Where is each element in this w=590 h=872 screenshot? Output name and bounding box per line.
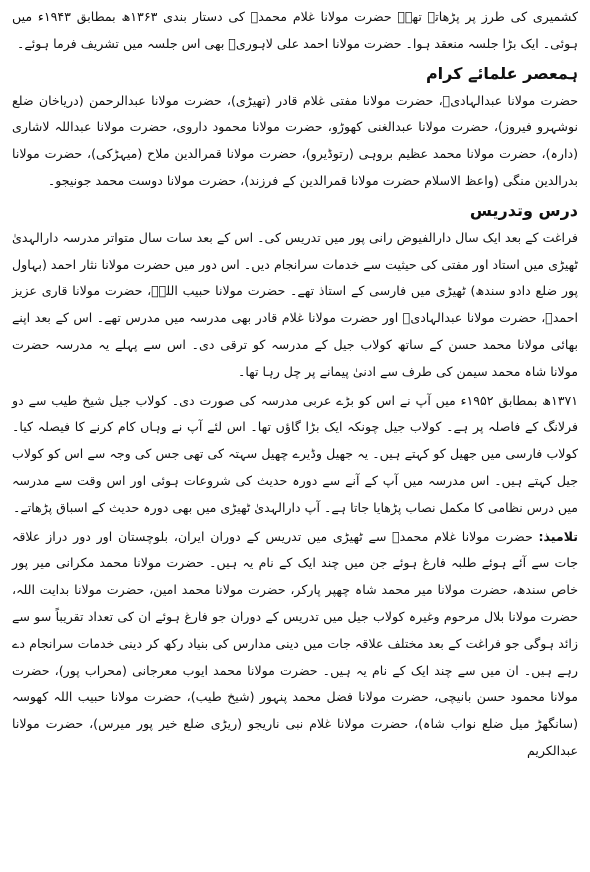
students-paragraph: حضرت مولانا غلام محمدؒ سے ٹھیڑی میں تدریس کے دوران ایران، بلوچستان اور دور دراز علاقہ جات سے آئے ہوئے طلبہ فارغ ہوئے جن میں چند ایک کے نام یہ ہیں۔ حضرت مولانا محمد مکرانی میر پور خاص سندھ، حضرت مولانا میر محمد شاہ چھپر پارکر، حضرت مولانا محمد امین، حضرت مولانا بدایت اللہ، حضرت مولانا بلال مرحوم وغیرہ کولاب جیل میں تدریس کے دوران جو فارغ ہوئے ان کی تعداد تقریباً سو سے زائد ہوگی جو فراغت کے بعد مختلف علاقہ جات میں دینی مدارس کی بنیاد رکھ کر دینی خدمات سرانجام دے رہے ہیں۔ ان میں سے چند ایک کے نام یہ ہیں۔ حضرت مولانا محمد ایوب معرجانی (محراب پور)، حضرت مولانا محمود حسن بانیچی، حضرت مولانا فضل محمد پنہور (شیخ طیب)، حضرت مولانا حبیب اللہ کھوسہ (سانگھڑ میل ضلع نواب شاہ)، حضرت مولانا غلام نبی ناریجو (ریڑی ضلع خیر پور میرس)، حضرت مولانا عبدالکریم [12,528,578,758]
heading-contemporaries: ہمعصر علمائے کرام [425,63,578,83]
intro-paragraph: کشمیری کی طرز پر پڑھاتے تھے۔ حضرت مولانا غلام محمدؒ کی دستار بندی ۱۳۶۳ھ بمطابق ۱۹۴۳ء میں ہوئی۔ ایک بڑا جلسہ منعقد ہوا۔ حضرت مولانا احمد علی لاہوریؒ بھی اس جلسہ میں تشریف فرما ہوئے۔ [12,9,579,51]
students-label: تلامیذ: [538,528,578,544]
students-paragraph-block [12,524,578,765]
teaching-paragraph-1: فراغت کے بعد ایک سال دارالفیوض رانی پور میں تدریس کی۔ اس کے بعد سات سال متواتر مدرسہ دارالہدیٰ ٹھیڑی میں استاد اور مفتی کی حیثیت سے خدمات سرانجام دیں۔ اس دور میں حضرت مولانا نثار احمد (بہاول پور ضلع دادو سندھ) ٹھیڑی میں فارسی کے استاذ تھے۔ حضرت مولانا حبیب اللہؒ، حضرت مولانا قاری عزیز احمدؒ، حضرت مولانا عبدالہادیؒ اور حضرت مولانا غلام قادر بھی مدرسہ میں مدرس تھے۔ اس کے بعد اپنے بھائی مولانا محمد حسن کے ساتھ کولاب جیل کے مدرسہ کو ترقی دی۔ اس سے پہلے یہ مدرسہ حضرت مولانا شاہ محمد سیمن کی طرف سے ادنیٰ پیمانے پر چل رہا تھا۔ [12,229,578,379]
heading-teaching: درس وتدریس [469,200,578,220]
teaching-paragraph-2: ۱۳۷۱ھ بمطابق ۱۹۵۲ء میں آپ نے اس کو بڑے عربی مدرسہ کی صورت دی۔ کولاب جیل شیخ طیب سے دو فرلانگ کے فاصلہ پر ہے۔ کولاب جیل چونکہ ایک بڑا گاؤں تھا۔ اس لئے آپ نے وہاں کام کرنے کا فیصلہ کیا۔ کولاب فارسی میں جھیل کو کہتے ہیں۔ یہ جھیل وڈیرے چھیل سہتہ کی تھی جس کی وجہ سے اس کو کولاب جیل کہتے ہیں۔ اس مدرسہ میں آپ کے آنے سے دورہ حدیث کی شروعات ہوئی اور اس وقت سے مدرسہ میں درس نظامی کا مکمل نصاب پڑھایا جاتا ہے۔ آپ دارالہدیٰ ٹھیڑی میں بھی دورہ حدیث کے اسباق پڑھاتے۔ [12,392,578,515]
contemporaries-paragraph: حضرت مولانا عبدالہادیؒ، حضرت مولانا مفتی غلام قادر (تھیڑی)، حضرت مولانا عبدالرحمن (دریاخان ضلع نوشہرو فیروز)، حضرت مولانا عبدالغنی کھوڑو، حضرت مولانا محمود داروی، حضرت مولانا عبداللہ لاشاری (دارہ)، حضرت مولانا محمد عظیم بروہی (رتوڈیرو)، حضرت مولانا قمرالدین ملاح (میہڑکی)، حضرت مولانا بدرالدین منگی (واعظ الاسلام حضرت مولانا قمرالدین کے فرزند)، حضرت مولانا دوست محمد جونیجو۔ [12,92,578,188]
